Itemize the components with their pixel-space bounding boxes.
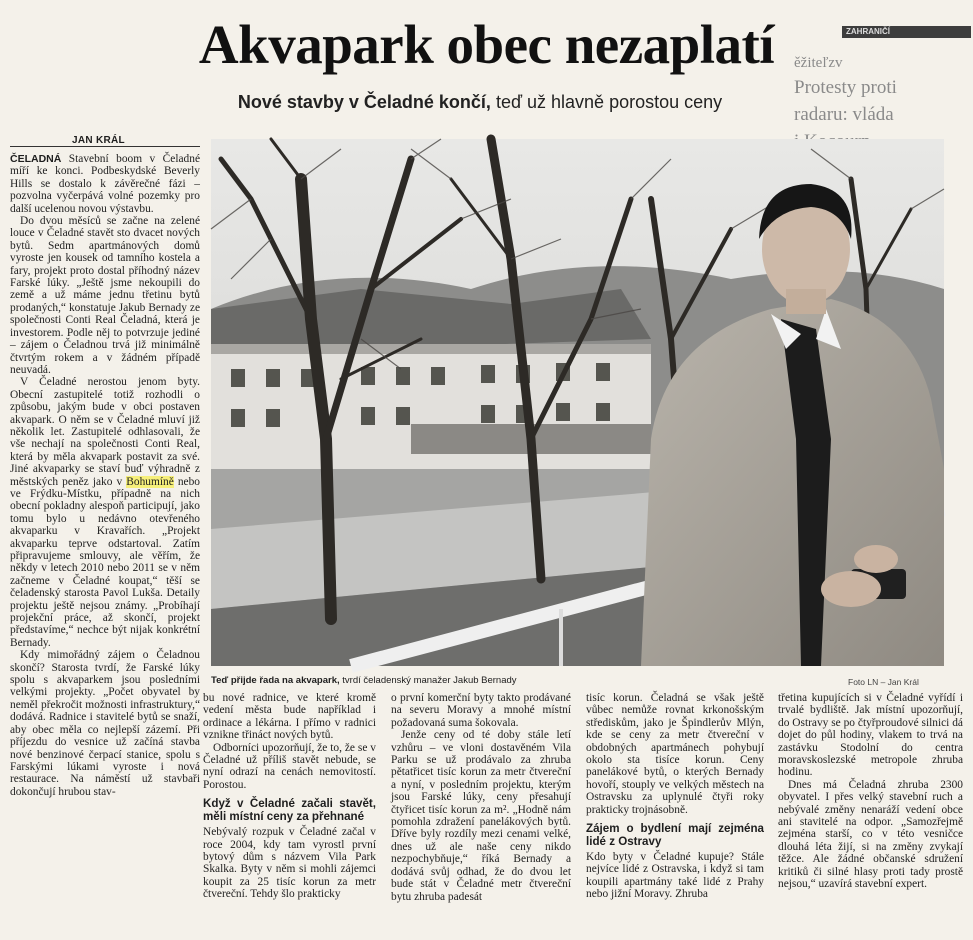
crosshead: Když v Čeladné začali stavět, měli místní ceny za přehnané: [203, 797, 376, 824]
highlighted-word: Bohumíně: [126, 475, 174, 488]
column-5: [778, 692, 963, 891]
subhead: [200, 92, 760, 113]
byline-rule: [10, 146, 200, 147]
paragraph: V Čeladné nerostou jenom byty. Obecní zastupitelé totiž rozhodli o způsobu, jakým bude v obci postaven akvapark. O něm se v Čeladné mluví již několik let. Zastupitelé odhlasovali, že vše nechají na společnosti Conti Real, která by měla akvapark postavit za své. Jiné akvaparky se staví buď výhradně z městských peněz jako v Bohumíně nebo ve Frýdku-Místku, případně na nich obecní pokladny alespoň participují, jako tomu bylo u nedávno otevřeného akvaparku v Kravařích. „Projekt akvaparku teprve odstartoval. Zatím připravujeme smlouvy, ale věřím, že někdy v letech 2010 nebo 2011 se v něm začneme v Čeladné koupat,“ těší se čeladenský starosta Pavol Lukša. Detaily projektu ještě nejsou známy. „Probíhají projekční práce, až skončí, projekt představíme,“ nechce být nijak konkrétní Bernady.: [10, 376, 200, 649]
article-photo: [211, 139, 944, 666]
photo-caption: [211, 675, 771, 686]
paragraph: Kdo byty v Čeladné kupuje? Stále nejvíce lidé z Ostravska, i když si tam koupili apartmány také lidé z Prahy nebo jižní Moravy. Zhruba: [586, 851, 764, 901]
column-3: [391, 692, 571, 903]
paragraph: Kdy mimořádný zájem o Čeladnou skončí? Starosta tvrdí, že Farské lúky spolu s akvaparkem jsou posledními velkými projekty. „Počet obyvatel by neměl překročit možnosti infrastruktury,“ dodává. Radnice i stavitelé bytů se snaží, aby obec měla co nejlepší zázemí. Při příjezdu do vesnice už začíná stavba nové benzinové čerpací stanice, spolu s Farskými lúkami vyroste i nová restaurace. Na náměstí už stavbaři dokončují hrubou stav-: [10, 649, 200, 798]
side-teaser-text: ěžiteľzv Protesty proti radaru: vláda: [794, 55, 897, 125]
column-2: [203, 692, 376, 901]
paragraph: Dnes má Čeladná zhruba 2300 obyvatel. I přes velký stavební ruch a nebývalé změny nenaráží vedení obce ani stavitelé na odpor. „Samozřejmě zejména starší, co v této vesničce dlouhá léta žijí, si na změny zvykají těžce. Ale žádné občanské sdružení kritiků či silné hlasy proti tady prostě nejsou,“ uzavírá stavební expert.: [778, 778, 963, 891]
photo-credit: Foto LN – Jan Král: [848, 677, 919, 687]
paragraph: Nebývalý rozpuk v Čeladné začal v roce 2004, kdy tam vyrostl první bytový dům s názvem Vila Park Skalka. Byty v něm si mohli zájemci koupit za 25 tisíc korun za metr čtvereční. Tehdy šlo prakticky: [203, 826, 376, 901]
subhead-bold: Nové stavby v Čeladné končí,: [237, 92, 491, 112]
side-teaser-label: ZAHRANIČÍ: [842, 26, 971, 38]
paragraph: Jenže ceny od té doby stále letí vzhůru – ve vloni dostavěném Vila Parku se už prodávalo za zhruba pětatřicet tisíc korun za metr čtvereční a nyní, v posledním projektu, kterým jsou Farské lúky, ceny přesahují čtyřicet tisíc korun za m². „Hodně nám pomohla zdražení panelákových bytů. Dříve byly rozdíly mezi cenami velké, dnes už ale naše ceny nikdo nezpochybňuje,“ říká Bernady a dodává svůj odhad, že do dvou let bude stát v Čeladné metr čtvereční bytu zhruba padesát: [391, 729, 571, 903]
subhead-rest: teď už hlavně porostou ceny: [490, 92, 723, 112]
caption-bold: Teď přijde řada na akvapark,: [211, 675, 340, 686]
crosshead: Zájem o bydlení mají zejména lidé z Ostravy: [586, 822, 764, 849]
photo-illustration: [211, 139, 944, 666]
paragraph: třetina kupujících si v Čeladné vyřídí i trvalé bydliště. Jak místní upozorňují, do Ostravy se po čtyřproudové silnici dá dojet do půl hodiny, vlakem to trvá na zastávku Stodolní do centra moravskoslezské metropole zhruba hodinu.: [778, 692, 963, 779]
dateline: ČELADNÁ: [10, 153, 62, 165]
column-4: [586, 692, 764, 901]
author-byline: JAN KRÁL: [72, 135, 125, 146]
paragraph: tisíc korun. Čeladná se však ještě vůbec nemůže rovnat krkonošským střediskům, jako je Špindlerův Mlýn, kde se ceny za metr čtvereční v obdobných apartmánech pohybují okolo sta tisíce korun. Ceny panelákové bytů, o kterých Bernady hovoří, stouply ve velkých městech na Ostravsku za uplynulé čtyři roky prakticky trojnásobně.: [586, 692, 764, 816]
paragraph: bu nové radnice, ve které kromě vedení města bude například i ordinace a lékárna. I přímo v radnici vznikne třináct nových bytů.: [203, 692, 376, 742]
column-1: [10, 153, 200, 798]
caption-rest: tvrdí čeladenský manažer Jakub Bernady: [339, 675, 517, 686]
paragraph: Odborníci upozorňují, že to, že se v Čeladné už příliš stavět nebude, se nyní odrazí na cenách nemovitostí. Porostou.: [203, 741, 376, 791]
paragraph: Do dvou měsíců se začne na zelené louce v Čeladné stavět sto dvacet nových bytů. Sedm apartmánových domů vyroste jen kousek od tamního kostela a fary, projekt proto dostal příhodný název Farské lúky. „Ještě jsme nekoupili do země a už máme jednu třetinu bytů prodaných,“ konstatuje Jakub Bernady ze společnosti Conti Real Čeladná, která je investorem. Podle něj to potvrzuje jediné – zájem o Čeladnou trvá již minimálně čtvrtým rokem a v žádném případě neuvadá.: [10, 215, 200, 376]
paragraph: o první komerční byty takto prodávané na severu Moravy a mnohé místní požadovaná suma šokovala.: [391, 692, 571, 729]
paragraph: ČELADNÁ Stavební boom v Čeladné míří ke konci. Podbeskydské Beverly Hills se dostalo k závěrečné fázi – pozvolna vyčerpává volné pozemky pro další ucelenou novou výstavbu.: [10, 153, 200, 215]
headline: Akvapark obec nezaplatí: [198, 14, 775, 75]
